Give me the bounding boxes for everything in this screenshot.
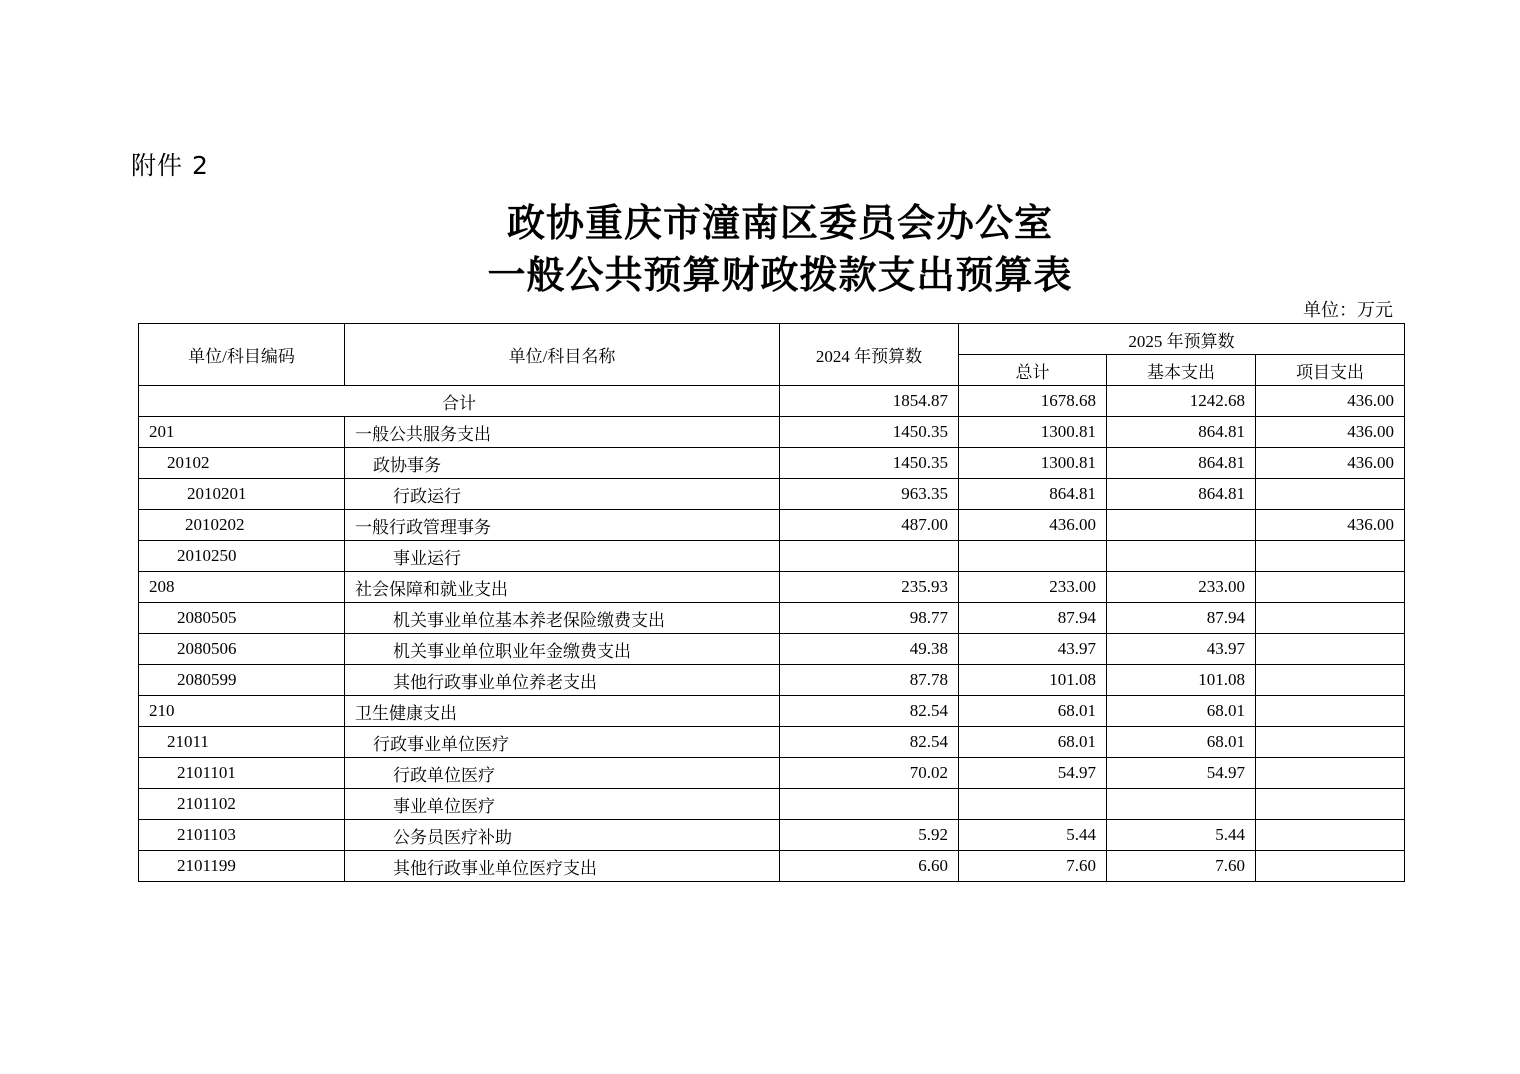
table-row — [139, 448, 1405, 479]
page-title-line2: 一般公共预算财政拨款支出预算表 — [487, 252, 1073, 297]
row-project — [1256, 479, 1405, 510]
row-code: 2101103 — [139, 820, 345, 851]
table-row — [139, 665, 1405, 696]
page-title-line1: 政协重庆市潼南区委员会办公室 — [506, 200, 1053, 245]
header-code: 单位/科目编码 — [139, 324, 345, 386]
table-row — [139, 541, 1405, 572]
total-basic: 1242.68 — [1107, 386, 1256, 417]
row-total: 54.97 — [959, 758, 1107, 789]
row-project — [1256, 727, 1405, 758]
total-total: 1678.68 — [959, 386, 1107, 417]
row-basic: 68.01 — [1107, 696, 1256, 727]
table-row — [139, 510, 1405, 541]
row-budget-2024: 82.54 — [780, 727, 959, 758]
row-total — [959, 789, 1107, 820]
row-project — [1256, 634, 1405, 665]
row-name: 机关事业单位职业年金缴费支出 — [345, 634, 780, 665]
table-row — [139, 758, 1405, 789]
row-basic: 68.01 — [1107, 727, 1256, 758]
row-code: 2010202 — [139, 510, 345, 541]
row-basic: 54.97 — [1107, 758, 1256, 789]
row-project — [1256, 696, 1405, 727]
row-total: 1300.81 — [959, 448, 1107, 479]
row-basic: 5.44 — [1107, 820, 1256, 851]
row-project — [1256, 851, 1405, 882]
row-basic: 864.81 — [1107, 417, 1256, 448]
row-budget-2024 — [780, 541, 959, 572]
row-code: 2101102 — [139, 789, 345, 820]
row-budget-2024: 6.60 — [780, 851, 959, 882]
row-total: 5.44 — [959, 820, 1107, 851]
row-budget-2024: 1450.35 — [780, 448, 959, 479]
row-code: 2080505 — [139, 603, 345, 634]
table-row — [139, 851, 1405, 882]
row-basic: 43.97 — [1107, 634, 1256, 665]
row-basic: 7.60 — [1107, 851, 1256, 882]
row-total: 43.97 — [959, 634, 1107, 665]
row-budget-2024: 70.02 — [780, 758, 959, 789]
row-name: 行政事业单位医疗 — [345, 727, 780, 758]
row-total: 68.01 — [959, 696, 1107, 727]
row-name: 社会保障和就业支出 — [345, 572, 780, 603]
total-label: 合计 — [139, 386, 780, 417]
row-basic — [1107, 541, 1256, 572]
row-basic: 864.81 — [1107, 479, 1256, 510]
row-budget-2024 — [780, 789, 959, 820]
header-budget-2025: 2025 年预算数 — [959, 324, 1405, 355]
row-code: 20102 — [139, 448, 345, 479]
row-project — [1256, 665, 1405, 696]
row-name: 其他行政事业单位养老支出 — [345, 665, 780, 696]
row-total: 101.08 — [959, 665, 1107, 696]
header-name: 单位/科目名称 — [345, 324, 780, 386]
row-code: 210 — [139, 696, 345, 727]
row-total: 1300.81 — [959, 417, 1107, 448]
row-basic: 864.81 — [1107, 448, 1256, 479]
table-row — [139, 727, 1405, 758]
row-total: 87.94 — [959, 603, 1107, 634]
total-row — [139, 386, 1405, 417]
row-budget-2024: 87.78 — [780, 665, 959, 696]
table-row — [139, 417, 1405, 448]
header-budget-2024: 2024 年预算数 — [780, 324, 959, 386]
row-code: 21011 — [139, 727, 345, 758]
row-budget-2024: 487.00 — [780, 510, 959, 541]
row-budget-2024: 98.77 — [780, 603, 959, 634]
row-name: 卫生健康支出 — [345, 696, 780, 727]
total-project: 436.00 — [1256, 386, 1405, 417]
row-budget-2024: 5.92 — [780, 820, 959, 851]
row-code: 2080599 — [139, 665, 345, 696]
row-project — [1256, 541, 1405, 572]
row-project — [1256, 603, 1405, 634]
row-project: 436.00 — [1256, 417, 1405, 448]
attachment-label: 附件 2 — [131, 151, 209, 180]
row-name: 一般公共服务支出 — [345, 417, 780, 448]
row-basic: 233.00 — [1107, 572, 1256, 603]
row-total: 7.60 — [959, 851, 1107, 882]
row-project — [1256, 758, 1405, 789]
row-basic: 101.08 — [1107, 665, 1256, 696]
row-name: 行政单位医疗 — [345, 758, 780, 789]
row-code: 2101101 — [139, 758, 345, 789]
row-budget-2024: 49.38 — [780, 634, 959, 665]
row-total: 864.81 — [959, 479, 1107, 510]
row-budget-2024: 235.93 — [780, 572, 959, 603]
row-name: 事业单位医疗 — [345, 789, 780, 820]
row-project: 436.00 — [1256, 448, 1405, 479]
total-budget-2024: 1854.87 — [780, 386, 959, 417]
header-project: 项目支出 — [1256, 355, 1405, 386]
row-name: 一般行政管理事务 — [345, 510, 780, 541]
row-basic: 87.94 — [1107, 603, 1256, 634]
row-name: 事业运行 — [345, 541, 780, 572]
table-row — [139, 634, 1405, 665]
row-code: 2010201 — [139, 479, 345, 510]
row-total: 68.01 — [959, 727, 1107, 758]
row-name: 行政运行 — [345, 479, 780, 510]
row-code: 2010250 — [139, 541, 345, 572]
row-budget-2024: 1450.35 — [780, 417, 959, 448]
row-code: 2080506 — [139, 634, 345, 665]
row-total — [959, 541, 1107, 572]
row-code: 201 — [139, 417, 345, 448]
table-row — [139, 603, 1405, 634]
row-budget-2024: 963.35 — [780, 479, 959, 510]
table-row — [139, 572, 1405, 603]
table-row — [139, 479, 1405, 510]
header-total: 总计 — [959, 355, 1107, 386]
row-total: 436.00 — [959, 510, 1107, 541]
row-name: 其他行政事业单位医疗支出 — [345, 851, 780, 882]
table-row — [139, 696, 1405, 727]
row-name: 公务员医疗补助 — [345, 820, 780, 851]
row-project — [1256, 572, 1405, 603]
header-basic: 基本支出 — [1107, 355, 1256, 386]
row-total: 233.00 — [959, 572, 1107, 603]
table-row — [139, 820, 1405, 851]
row-name: 政协事务 — [345, 448, 780, 479]
row-code: 208 — [139, 572, 345, 603]
row-project: 436.00 — [1256, 510, 1405, 541]
row-basic — [1107, 510, 1256, 541]
row-basic — [1107, 789, 1256, 820]
row-name: 机关事业单位基本养老保险缴费支出 — [345, 603, 780, 634]
row-project — [1256, 789, 1405, 820]
budget-table — [138, 323, 1405, 882]
row-project — [1256, 820, 1405, 851]
unit-label: 单位：万元 — [1303, 300, 1393, 320]
row-code: 2101199 — [139, 851, 345, 882]
row-budget-2024: 82.54 — [780, 696, 959, 727]
table-row — [139, 789, 1405, 820]
